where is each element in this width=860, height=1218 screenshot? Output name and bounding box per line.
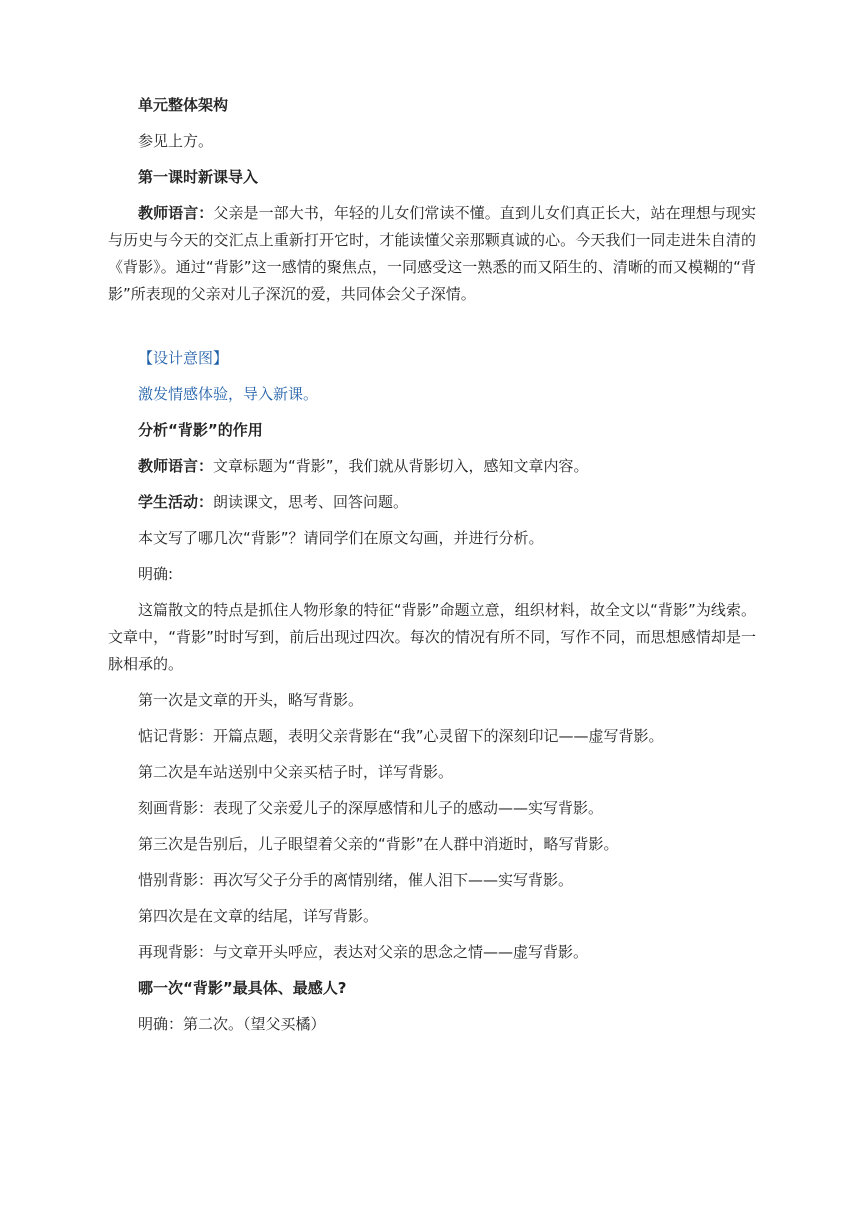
- list-item: 刻画背影：表现了父亲爱儿子的深厚感情和儿子的感动——实写背影。: [138, 799, 604, 817]
- list-item: 第四次是在文章的结尾，详写背影。: [138, 907, 379, 925]
- list-item: 第一次是文章的开头，略写背影。: [138, 691, 364, 709]
- student-activity-paragraph: [108, 489, 756, 516]
- question-2: 哪一次“背影”最具体、最感人?: [138, 979, 347, 997]
- design-intent-heading: 【设计意图】: [138, 349, 229, 367]
- design-intent-text: 激发情感体验，导入新课。: [138, 385, 319, 403]
- clarify-label: 明确:: [138, 565, 174, 583]
- question-1: 本文写了哪几次“背影”？请同学们在原文勾画，并进行分析。: [138, 529, 544, 547]
- document-page: [108, 92, 756, 1047]
- analysis-heading: 分析“背影”的作用: [138, 421, 263, 439]
- teacher-language-label: 教师语言：: [138, 457, 214, 475]
- list-item: 第三次是告别后，儿子眼望着父亲的“背影”在人群中消逝时，略写背影。: [138, 835, 619, 853]
- unit-structure-body: 参见上方。: [138, 132, 214, 150]
- list-item: 惦记背影：开篇点题，表明父亲背影在“我”心灵留下的深刻印记——虚写背影。: [138, 727, 664, 745]
- student-activity-label: 学生活动：: [138, 493, 214, 511]
- teacher-language-label: 教师语言：: [138, 204, 214, 222]
- student-activity-text: 朗读课文，思考、回答问题。: [213, 493, 409, 511]
- teacher-language-text: 文章标题为“背影”，我们就从背影切入，感知文章内容。: [213, 457, 589, 475]
- list-item: 再现背影：与文章开头呼应，表达对父亲的思念之情——虚写背影。: [138, 943, 589, 961]
- list-item: 惜别背影：再次写父子分手的离情别绪，催人泪下——实写背影。: [138, 871, 574, 889]
- unit-structure-heading: 单元整体架构: [138, 96, 229, 114]
- answer-2: 明确：第二次。（望父买橘）: [138, 1015, 326, 1033]
- teacher-language-text: 父亲是一部大书，年轻的儿女们常读不懂。直到儿女们真正长大，站在理想与现实与历史与今天的交汇点上重新打开它时，才能读懂父亲那颗真诚的心。今天我们一同走进朱自清的《背影》。通过“背影”这一感情的聚焦点，一同感受这一熟悉的而又陌生的、清晰的而又模糊的“背影”所表现的父亲对儿子深沉的爱，共同体会父子深情。: [108, 204, 756, 303]
- lesson1-heading: 第一课时新课导入: [138, 168, 259, 186]
- list-item: 第二次是车站送别中父亲买桔子时，详写背影。: [138, 763, 454, 781]
- clarify-paragraph: 这篇散文的特点是抓住人物形象的特征“背影”命题立意，组织材料，故全文以“背影”为线索。文章中，“背影”时时写到，前后出现过四次。每次的情况有所不同，写作不同，而思想感情却是一脉相承的。: [108, 601, 756, 673]
- spacer: [108, 317, 756, 345]
- analysis-teacher-paragraph: [108, 453, 756, 480]
- lesson1-teacher-paragraph: [108, 200, 756, 308]
